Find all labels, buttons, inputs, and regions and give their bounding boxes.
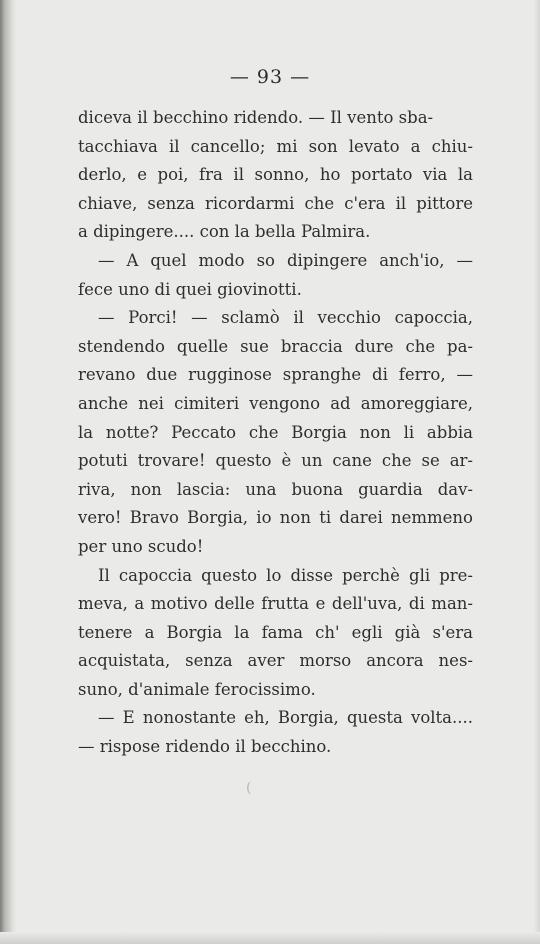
text-line: — rispose ridendo il becchino. bbox=[78, 737, 332, 757]
text-line: vero! Bravo Borgia, io non ti darei nemmeno bbox=[78, 508, 473, 528]
page-binding-shadow bbox=[0, 0, 16, 944]
text-line: per uno scudo! bbox=[78, 536, 204, 556]
text-line: potuti trovare! questo è un cane che se ar- bbox=[78, 451, 473, 471]
text-line: tacchiava il cancello; mi son levato a chiu- bbox=[78, 136, 473, 156]
text-line: la notte? Peccato che Borgia non li abbia bbox=[78, 422, 473, 442]
text-line: — A quel modo so dipingere anch'io, — bbox=[98, 250, 473, 270]
text-line: chiave, senza ricordarmi che c'era il pittore bbox=[78, 193, 473, 213]
text-line: suno, d'animale ferocissimo. bbox=[78, 679, 316, 699]
text-line: — E nonostante eh, Borgia, questa volta.... bbox=[98, 708, 473, 728]
text-line: tenere a Borgia la fama ch' egli già s'era bbox=[78, 622, 473, 642]
text-line: Il capoccia questo lo disse perchè gli pre- bbox=[98, 565, 473, 585]
body-text bbox=[78, 104, 473, 762]
page-edge-bottom bbox=[0, 932, 540, 944]
text-line: diceva il becchino ridendo. — Il vento sba- bbox=[78, 108, 434, 127]
text-line: — Porci! — sclamò il vecchio capoccia, bbox=[98, 308, 473, 328]
text-line: acquistata, senza aver morso ancora nes- bbox=[78, 651, 473, 671]
page-number: — 93 — bbox=[229, 66, 311, 88]
text-line: a dipingere.... con la bella Palmira. bbox=[78, 222, 371, 242]
stray-mark: ( bbox=[246, 780, 252, 796]
text-line: stendendo quelle sue braccia dure che pa- bbox=[78, 336, 473, 356]
text-line: revano due rugginose spranghe di ferro, — bbox=[78, 365, 473, 385]
page-edge-right bbox=[534, 0, 540, 944]
text-line: anche nei cimiteri vengono ad amoreggiare, bbox=[78, 393, 473, 413]
text-line: fece uno di quei giovinotti. bbox=[78, 279, 302, 299]
text-line: derlo, e poi, fra il sonno, ho portato via la bbox=[78, 165, 473, 185]
text-line: meva, a motivo delle frutta e dell'uva, di man- bbox=[78, 594, 473, 614]
text-line: riva, non lascia: una buona guardia dav- bbox=[78, 479, 473, 499]
